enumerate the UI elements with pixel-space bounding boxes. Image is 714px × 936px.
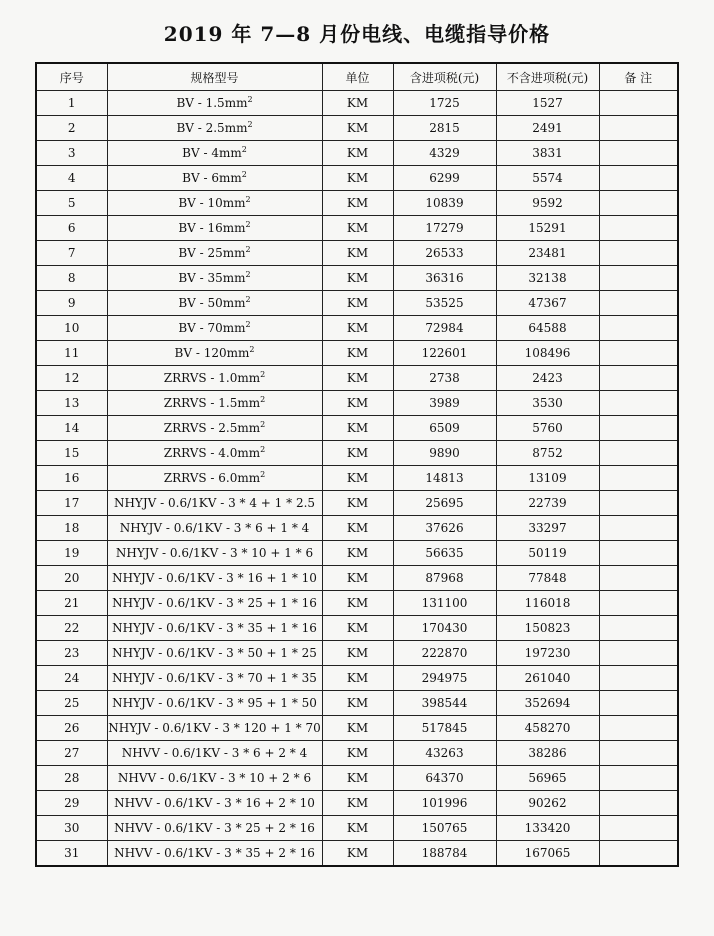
- row-spec: [107, 616, 322, 641]
- row-no: 17: [36, 491, 107, 516]
- row-tax-price: 6509: [393, 416, 496, 441]
- row-unit: KM: [322, 391, 393, 416]
- row-tax-price: 64370: [393, 766, 496, 791]
- row-tax-price: 122601: [393, 341, 496, 366]
- row-no: 2: [36, 116, 107, 141]
- row-notax-price: 9592: [496, 191, 599, 216]
- row-no: 16: [36, 466, 107, 491]
- row-notax-price: 8752: [496, 441, 599, 466]
- spec-text: BV - 10mm: [178, 196, 246, 210]
- spec-superscript: 2: [241, 170, 247, 179]
- row-no: 28: [36, 766, 107, 791]
- row-no: 9: [36, 291, 107, 316]
- row-unit: KM: [322, 416, 393, 441]
- row-notax-price: 38286: [496, 741, 599, 766]
- spec-text: BV - 25mm: [178, 246, 246, 260]
- row-unit: KM: [322, 141, 393, 166]
- spec-text: BV - 1.5mm: [176, 96, 248, 110]
- spec-text: NHYJV - 0.6/1KV - 3 * 95 + 1 * 50: [112, 696, 317, 710]
- row-spec: [107, 466, 322, 491]
- row-unit: KM: [322, 816, 393, 841]
- row-note: [599, 341, 678, 366]
- row-notax-price: 90262: [496, 791, 599, 816]
- row-tax-price: 25695: [393, 491, 496, 516]
- row-unit: KM: [322, 541, 393, 566]
- spec-superscript: 2: [247, 120, 253, 129]
- row-note: [599, 91, 678, 116]
- row-unit: KM: [322, 191, 393, 216]
- price-table: [35, 62, 679, 867]
- row-spec: [107, 141, 322, 166]
- row-no: 21: [36, 591, 107, 616]
- row-no: 18: [36, 516, 107, 541]
- row-spec: [107, 641, 322, 666]
- header-notax: 不含进项税(元): [496, 63, 599, 91]
- table-row: [36, 816, 678, 841]
- spec-text: NHYJV - 0.6/1KV - 3 * 4 + 1 * 2.5: [113, 496, 316, 510]
- spec-superscript: 2: [260, 395, 266, 404]
- row-notax-price: 197230: [496, 641, 599, 666]
- row-spec: [107, 666, 322, 691]
- table-row: [36, 191, 678, 216]
- row-note: [599, 641, 678, 666]
- row-unit: KM: [322, 516, 393, 541]
- row-note: [599, 316, 678, 341]
- spec-text: ZRRVS - 2.5mm: [163, 421, 261, 435]
- row-unit: KM: [322, 116, 393, 141]
- row-spec: [107, 416, 322, 441]
- row-spec: [107, 816, 322, 841]
- row-notax-price: 3831: [496, 141, 599, 166]
- row-note: [599, 591, 678, 616]
- row-no: 12: [36, 366, 107, 391]
- row-spec: [107, 566, 322, 591]
- row-no: 1: [36, 91, 107, 116]
- header-tax: 含进项税(元): [393, 63, 496, 91]
- spec-superscript: 2: [260, 445, 266, 454]
- row-tax-price: 2815: [393, 116, 496, 141]
- table-row: [36, 291, 678, 316]
- spec-text: ZRRVS - 1.5mm: [163, 396, 261, 410]
- row-notax-price: 2423: [496, 366, 599, 391]
- row-note: [599, 741, 678, 766]
- row-note: [599, 466, 678, 491]
- spec-text: NHVV - 0.6/1KV - 3 * 35 + 2 * 16: [114, 846, 315, 860]
- page-title: 2019 年 7—8 月份电线、电缆指导价格: [163, 22, 551, 46]
- row-no: 27: [36, 741, 107, 766]
- row-note: [599, 691, 678, 716]
- row-notax-price: 116018: [496, 591, 599, 616]
- row-unit: KM: [322, 666, 393, 691]
- table-row: [36, 591, 678, 616]
- row-spec: [107, 691, 322, 716]
- row-no: 31: [36, 841, 107, 867]
- row-tax-price: 26533: [393, 241, 496, 266]
- row-notax-price: 352694: [496, 691, 599, 716]
- table-row: [36, 841, 678, 867]
- table-row: [36, 766, 678, 791]
- row-no: 24: [36, 666, 107, 691]
- spec-text: NHVV - 0.6/1KV - 3 * 25 + 2 * 16: [114, 821, 315, 835]
- row-notax-price: 33297: [496, 516, 599, 541]
- row-tax-price: 101996: [393, 791, 496, 816]
- table-row: [36, 641, 678, 666]
- row-tax-price: 6299: [393, 166, 496, 191]
- row-no: 20: [36, 566, 107, 591]
- row-tax-price: 87968: [393, 566, 496, 591]
- header-note: 备 注: [599, 63, 678, 91]
- row-note: [599, 116, 678, 141]
- row-note: [599, 366, 678, 391]
- row-note: [599, 541, 678, 566]
- row-notax-price: 56965: [496, 766, 599, 791]
- row-unit: KM: [322, 316, 393, 341]
- spec-text: BV - 6mm: [182, 171, 242, 185]
- row-no: 26: [36, 716, 107, 741]
- row-tax-price: 131100: [393, 591, 496, 616]
- row-unit: KM: [322, 741, 393, 766]
- row-notax-price: 47367: [496, 291, 599, 316]
- row-tax-price: 17279: [393, 216, 496, 241]
- row-spec: [107, 216, 322, 241]
- row-tax-price: 188784: [393, 841, 496, 867]
- spec-superscript: 2: [247, 95, 253, 104]
- row-no: 29: [36, 791, 107, 816]
- spec-superscript: 2: [245, 245, 251, 254]
- row-notax-price: 261040: [496, 666, 599, 691]
- table-row: [36, 566, 678, 591]
- spec-text: NHYJV - 0.6/1KV - 3 * 16 + 1 * 10: [112, 571, 317, 585]
- spec-superscript: 2: [260, 470, 266, 479]
- row-no: 30: [36, 816, 107, 841]
- row-no: 4: [36, 166, 107, 191]
- row-spec: [107, 791, 322, 816]
- row-tax-price: 56635: [393, 541, 496, 566]
- row-tax-price: 150765: [393, 816, 496, 841]
- row-spec: [107, 766, 322, 791]
- row-unit: KM: [322, 616, 393, 641]
- row-note: [599, 791, 678, 816]
- row-spec: [107, 716, 322, 741]
- row-unit: KM: [322, 691, 393, 716]
- row-spec: [107, 491, 322, 516]
- spec-superscript: 2: [245, 320, 251, 329]
- spec-text: BV - 4mm: [182, 146, 242, 160]
- row-notax-price: 50119: [496, 541, 599, 566]
- spec-text: BV - 50mm: [178, 296, 246, 310]
- row-note: [599, 841, 678, 867]
- row-notax-price: 3530: [496, 391, 599, 416]
- row-unit: KM: [322, 166, 393, 191]
- row-unit: KM: [322, 241, 393, 266]
- row-spec: [107, 191, 322, 216]
- row-unit: KM: [322, 341, 393, 366]
- table-row: [36, 466, 678, 491]
- spec-text: BV - 120mm: [174, 346, 250, 360]
- row-tax-price: 10839: [393, 191, 496, 216]
- spec-text: ZRRVS - 6.0mm: [163, 471, 261, 485]
- row-note: [599, 391, 678, 416]
- row-tax-price: 14813: [393, 466, 496, 491]
- spec-text: ZRRVS - 1.0mm: [163, 371, 261, 385]
- row-unit: KM: [322, 641, 393, 666]
- row-notax-price: 133420: [496, 816, 599, 841]
- row-note: [599, 166, 678, 191]
- row-no: 6: [36, 216, 107, 241]
- row-note: [599, 141, 678, 166]
- row-note: [599, 516, 678, 541]
- row-spec: [107, 366, 322, 391]
- row-no: 23: [36, 641, 107, 666]
- table-row: [36, 791, 678, 816]
- row-notax-price: 167065: [496, 841, 599, 867]
- spec-text: BV - 35mm: [178, 271, 246, 285]
- row-tax-price: 294975: [393, 666, 496, 691]
- row-note: [599, 216, 678, 241]
- row-notax-price: 150823: [496, 616, 599, 641]
- row-unit: KM: [322, 466, 393, 491]
- row-no: 5: [36, 191, 107, 216]
- row-no: 25: [36, 691, 107, 716]
- row-no: 11: [36, 341, 107, 366]
- spec-superscript: 2: [245, 220, 251, 229]
- row-tax-price: 3989: [393, 391, 496, 416]
- row-spec: [107, 541, 322, 566]
- spec-text: BV - 70mm: [178, 321, 246, 335]
- row-unit: KM: [322, 216, 393, 241]
- row-unit: KM: [322, 441, 393, 466]
- row-unit: KM: [322, 591, 393, 616]
- row-tax-price: 37626: [393, 516, 496, 541]
- row-spec: [107, 116, 322, 141]
- table-row: [36, 716, 678, 741]
- table-row: [36, 416, 678, 441]
- row-note: [599, 766, 678, 791]
- row-note: [599, 241, 678, 266]
- row-note: [599, 566, 678, 591]
- spec-text: NHYJV - 0.6/1KV - 3 * 120 + 1 * 70: [108, 721, 321, 735]
- table-row: [36, 266, 678, 291]
- table-row: [36, 441, 678, 466]
- row-notax-price: 13109: [496, 466, 599, 491]
- table-row: [36, 116, 678, 141]
- row-tax-price: 72984: [393, 316, 496, 341]
- row-spec: [107, 516, 322, 541]
- table-row: [36, 741, 678, 766]
- row-notax-price: 23481: [496, 241, 599, 266]
- row-spec: [107, 391, 322, 416]
- row-spec: [107, 441, 322, 466]
- spec-text: NHVV - 0.6/1KV - 3 * 10 + 2 * 6: [117, 771, 312, 785]
- row-spec: [107, 841, 322, 867]
- table-row: [36, 241, 678, 266]
- row-unit: KM: [322, 716, 393, 741]
- row-spec: [107, 741, 322, 766]
- table-row: [36, 316, 678, 341]
- spec-text: NHVV - 0.6/1KV - 3 * 6 + 2 * 4: [121, 746, 308, 760]
- row-no: 10: [36, 316, 107, 341]
- row-note: [599, 816, 678, 841]
- row-spec: [107, 91, 322, 116]
- row-note: [599, 191, 678, 216]
- row-notax-price: 15291: [496, 216, 599, 241]
- spec-superscript: 2: [249, 345, 255, 354]
- table-row: [36, 491, 678, 516]
- row-no: 22: [36, 616, 107, 641]
- row-spec: [107, 341, 322, 366]
- row-note: [599, 616, 678, 641]
- table-row: [36, 616, 678, 641]
- spec-superscript: 2: [245, 295, 251, 304]
- spec-text: NHYJV - 0.6/1KV - 3 * 10 + 1 * 6: [115, 546, 314, 560]
- spec-text: ZRRVS - 4.0mm: [163, 446, 261, 460]
- table-row: [36, 341, 678, 366]
- row-note: [599, 716, 678, 741]
- row-notax-price: 108496: [496, 341, 599, 366]
- row-no: 19: [36, 541, 107, 566]
- row-unit: KM: [322, 491, 393, 516]
- header-spec: 规格型号: [107, 63, 322, 91]
- table-row: [36, 141, 678, 166]
- spec-superscript: 2: [245, 195, 251, 204]
- row-no: 3: [36, 141, 107, 166]
- spec-superscript: 2: [260, 420, 266, 429]
- table-row: [36, 516, 678, 541]
- row-unit: KM: [322, 766, 393, 791]
- row-spec: [107, 166, 322, 191]
- row-tax-price: 4329: [393, 141, 496, 166]
- spec-superscript: 2: [241, 145, 247, 154]
- spec-text: BV - 16mm: [178, 221, 246, 235]
- row-note: [599, 491, 678, 516]
- spec-text: NHYJV - 0.6/1KV - 3 * 6 + 1 * 4: [119, 521, 310, 535]
- row-notax-price: 5574: [496, 166, 599, 191]
- row-tax-price: 43263: [393, 741, 496, 766]
- row-no: 14: [36, 416, 107, 441]
- table-row: [36, 166, 678, 191]
- row-unit: KM: [322, 791, 393, 816]
- header-unit: 单位: [322, 63, 393, 91]
- table-row: [36, 691, 678, 716]
- row-no: 8: [36, 266, 107, 291]
- spec-text: NHYJV - 0.6/1KV - 3 * 50 + 1 * 25: [112, 646, 317, 660]
- table-row: [36, 666, 678, 691]
- row-note: [599, 416, 678, 441]
- row-spec: [107, 591, 322, 616]
- row-notax-price: 22739: [496, 491, 599, 516]
- spec-text: NHYJV - 0.6/1KV - 3 * 70 + 1 * 35: [112, 671, 317, 685]
- table-row: [36, 541, 678, 566]
- row-spec: [107, 241, 322, 266]
- row-unit: KM: [322, 91, 393, 116]
- row-notax-price: 458270: [496, 716, 599, 741]
- row-note: [599, 666, 678, 691]
- row-no: 13: [36, 391, 107, 416]
- row-unit: KM: [322, 566, 393, 591]
- spec-superscript: 2: [245, 270, 251, 279]
- row-spec: [107, 316, 322, 341]
- row-tax-price: 517845: [393, 716, 496, 741]
- row-note: [599, 266, 678, 291]
- row-notax-price: 77848: [496, 566, 599, 591]
- table-row: [36, 91, 678, 116]
- table-row: [36, 391, 678, 416]
- spec-text: BV - 2.5mm: [176, 121, 248, 135]
- spec-text: NHYJV - 0.6/1KV - 3 * 35 + 1 * 16: [112, 621, 317, 635]
- table-row: [36, 366, 678, 391]
- row-unit: KM: [322, 366, 393, 391]
- row-unit: KM: [322, 266, 393, 291]
- table-header-row: [36, 63, 678, 91]
- row-tax-price: 9890: [393, 441, 496, 466]
- row-notax-price: 2491: [496, 116, 599, 141]
- row-notax-price: 32138: [496, 266, 599, 291]
- row-note: [599, 291, 678, 316]
- row-notax-price: 1527: [496, 91, 599, 116]
- table-body: [36, 91, 678, 867]
- spec-text: NHVV - 0.6/1KV - 3 * 16 + 2 * 10: [114, 796, 315, 810]
- spec-text: NHYJV - 0.6/1KV - 3 * 25 + 1 * 16: [112, 596, 317, 610]
- row-tax-price: 222870: [393, 641, 496, 666]
- table-row: [36, 216, 678, 241]
- row-spec: [107, 266, 322, 291]
- row-tax-price: 53525: [393, 291, 496, 316]
- row-tax-price: 170430: [393, 616, 496, 641]
- row-no: 7: [36, 241, 107, 266]
- header-no: 序号: [36, 63, 107, 91]
- row-tax-price: 36316: [393, 266, 496, 291]
- row-tax-price: 398544: [393, 691, 496, 716]
- row-unit: KM: [322, 841, 393, 867]
- row-note: [599, 441, 678, 466]
- row-unit: KM: [322, 291, 393, 316]
- row-tax-price: 2738: [393, 366, 496, 391]
- spec-superscript: 2: [260, 370, 266, 379]
- row-no: 15: [36, 441, 107, 466]
- row-tax-price: 1725: [393, 91, 496, 116]
- row-spec: [107, 291, 322, 316]
- row-notax-price: 5760: [496, 416, 599, 441]
- row-notax-price: 64588: [496, 316, 599, 341]
